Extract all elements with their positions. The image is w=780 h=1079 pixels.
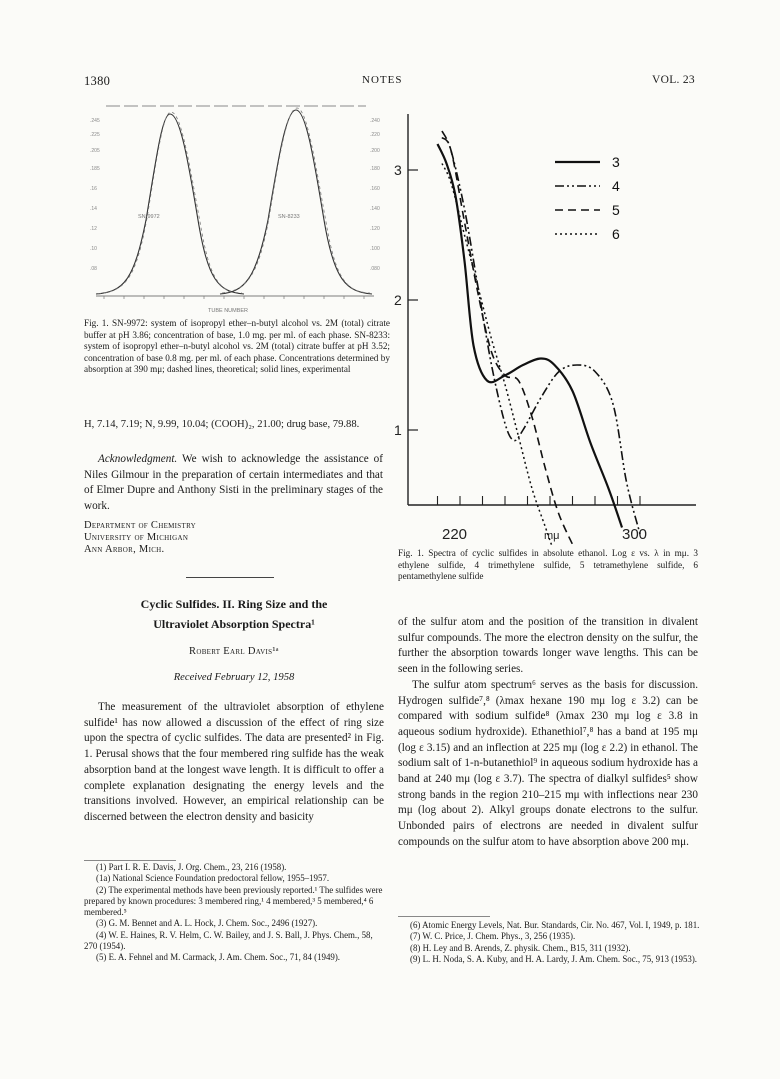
y-tick-label: 3 [394, 162, 402, 178]
svg-text:.12: .12 [90, 226, 97, 232]
affiliation-2: University of Michigan [84, 532, 189, 543]
svg-text:.080: .080 [370, 266, 380, 272]
footnote: (5) E. A. Fehnel and M. Carmack, J. Am. Chem. Soc., 71, 84 (1949). [96, 952, 341, 963]
svg-text:.180: .180 [370, 166, 380, 172]
article-title-line-2: Ultraviolet Absorption Spectra¹ [153, 617, 315, 631]
svg-text:.14: .14 [90, 206, 97, 212]
page-number: 1380 [84, 74, 111, 88]
svg-text:.245: .245 [90, 118, 100, 124]
affiliation-1: Department of Chemistry [84, 520, 197, 531]
svg-text:.240: .240 [370, 118, 380, 124]
x-tick-label: 300 [622, 526, 648, 543]
spectra-caption: Fig. 1. Spectra of cyclic sulfides in absolute ethanol. Log ε vs. λ in mμ. 3 ethylene sulfide, 4 trimethylene sulfide, 5 tetramethylene sulfide, 6 pentamethylene sulfide [398, 548, 698, 582]
affiliation-3: Ann Arbor, Mich. [84, 544, 165, 555]
svg-text:.205: .205 [90, 148, 100, 154]
spectra-chart [390, 100, 710, 545]
legend-label-5: 5 [612, 202, 620, 218]
footnote: (6) Atomic Energy Levels, Nat. Bur. Standards, Cir. No. 467, Vol. I, 1949, p. 181. [410, 920, 700, 930]
countercurrent-figure [84, 100, 390, 315]
footnote: (7) W. C. Price, J. Chem. Phys., 3, 256 (1935). [410, 931, 576, 942]
x-axis-label: mμ [544, 530, 560, 542]
ack-text: We wish to acknowledge the assistance of Niles Gilmour in the preparation of certain intermediates and that of Elmer Dupre and Anthony Sisti in the preliminary stages of the work. [84, 453, 383, 513]
legend-label-4: 4 [612, 178, 620, 194]
footnote: (4) W. E. Haines, R. V. Helm, C. W. Bailey, and J. S. Ball, J. Phys. Chem., 58, 270 (1954). [84, 929, 373, 952]
footnote-rule [84, 860, 176, 861]
analysis-line: H, 7.14, 7.19; N, 9.99, 10.04; (COOH)₂, 21.00; drug base, 79.88. [84, 419, 360, 430]
author: Robert Earl Davis¹ᵃ [189, 646, 279, 657]
right-body [398, 615, 698, 851]
running-head: NOTES [362, 74, 403, 86]
svg-text:.185: .185 [90, 166, 100, 172]
footnote: (8) H. Ley and B. Arends, Z. physik. Chem., B15, 311 (1932). [410, 942, 631, 953]
article-title-line-1: Cyclic Sulfides. II. Ring Size and the [140, 597, 328, 611]
volume-label: VOL. 23 [652, 74, 695, 86]
svg-text:.16: .16 [90, 186, 97, 192]
y-tick-label: 2 [394, 292, 402, 308]
plot-area [394, 114, 696, 545]
footnote-rule-right [398, 916, 490, 917]
series-line-3 [438, 144, 623, 528]
y-tick-label: 1 [394, 422, 402, 438]
left-figure-xlabel: TUBE NUMBER [208, 308, 249, 314]
ack-label: Acknowledgment. [98, 453, 178, 465]
svg-text:.160: .160 [370, 186, 380, 192]
acknowledgment [84, 452, 383, 515]
left-footnotes [84, 862, 386, 964]
paragraph-1: The measurement of the ultraviolet absorption of ethylene sulfide¹ has now allowed a discussion of the effect of ring size upon the spectra of cyclic sulfides. The data are presented² in Fig. 1. Perusal shows that the four membered ring sulfide has the weak absorption band at the longest wave length. It is difficult to offer a complete explanation designating the energy levels and the transitions involved. However, an empirical relationship can be discerned between the electron density and basicity [84, 701, 384, 823]
legend-label-6: 6 [612, 226, 620, 242]
paragraph-continued: of the sulfur atom and the position of the transition in divalent sulfur compounds. The more the electron density on the sulfur, the further the absorption towards longer wave lengths. This can be seen in the following series. [398, 616, 698, 676]
peak-label-2: SN-8233 [278, 214, 300, 220]
right-footnotes [398, 920, 700, 965]
svg-text:.08: .08 [90, 266, 97, 272]
svg-text:.220: .220 [370, 132, 380, 138]
peak-label-1: SN-9972 [138, 214, 160, 220]
footnote: (3) G. M. Bennet and A. L. Hock, J. Chem. Soc., 2496 (1927). [96, 918, 318, 929]
x-tick-label: 220 [442, 526, 468, 543]
svg-text:.120: .120 [370, 226, 380, 232]
legend-label-3: 3 [612, 154, 620, 170]
left-figure-caption: Fig. 1. SN-9972: system of isopropyl ether–n-butyl alcohol vs. 2M (total) citrate buffer at pH 3.86; concentration of base, 1.0 mg. per ml. of each phase. SN-8233: system of isopropyl ether–n-butyl alcohol vs. 2M (total) citrate buffer at pH 3.52; concentration of base 0.8 mg. per ml. of each phase. Concentrations determined by absorption at 390 mμ; dashed lines, theoretical; solid lines, experimental [84, 318, 390, 375]
paragraph-2: The sulfur atom spectrum⁶ serves as the basis for discussion. Hydrogen sulfide⁷,⁸ (λmax hexane 190 mμ log ε 3.2) can be compared with sodium sulfide⁸ (λmax 230 mμ log ε 3.8 in aqueous sodium hydroxide). Ethanethiol⁷,⁸ has a band at 195 mμ (log ε 3.15) and an inflection at 225 mμ (log ε 2.2) in ethanol. The sodium salt of 1-n-butanethiol⁹ in aqueous sodium hydroxide has a band at 240 mμ (log ε 3.7). The spectra of dialkyl sulfides⁵ show strong bands in the region 210–215 mμ with inflections near 230 mμ (log about 2). Alkyl groups donate electrons to the sulfur. Unbonded pairs of electrons are needed in divalent sulfur compounds on the sulfur atom to have absorption above 200 mμ. [398, 678, 698, 848]
footnote: (1) Part I. R. E. Davis, J. Org. Chem., 23, 216 (1958). [96, 862, 287, 872]
received-date: Received February 12, 1958 [173, 672, 295, 683]
svg-text:.100: .100 [370, 246, 380, 252]
svg-text:.10: .10 [90, 246, 97, 252]
footnote: (2) The experimental methods have been previously reported.¹ The sulfides were prepared by known procedures: 3 membered ring,¹ 4 membered,³ 5 membered,⁴ 6 membered.⁵ [84, 884, 383, 918]
footnote: (1a) National Science Foundation predoctoral fellow, 1955–1957. [96, 873, 330, 884]
divider-rule [186, 577, 274, 578]
footnote: (9) L. H. Noda, S. A. Kuby, and H. A. Lardy, J. Am. Chem. Soc., 75, 913 (1953). [410, 953, 698, 964]
svg-text:.225: .225 [90, 132, 100, 138]
left-body-paragraph [84, 700, 384, 826]
svg-text:.140: .140 [370, 206, 380, 212]
svg-text:.200: .200 [370, 148, 380, 154]
